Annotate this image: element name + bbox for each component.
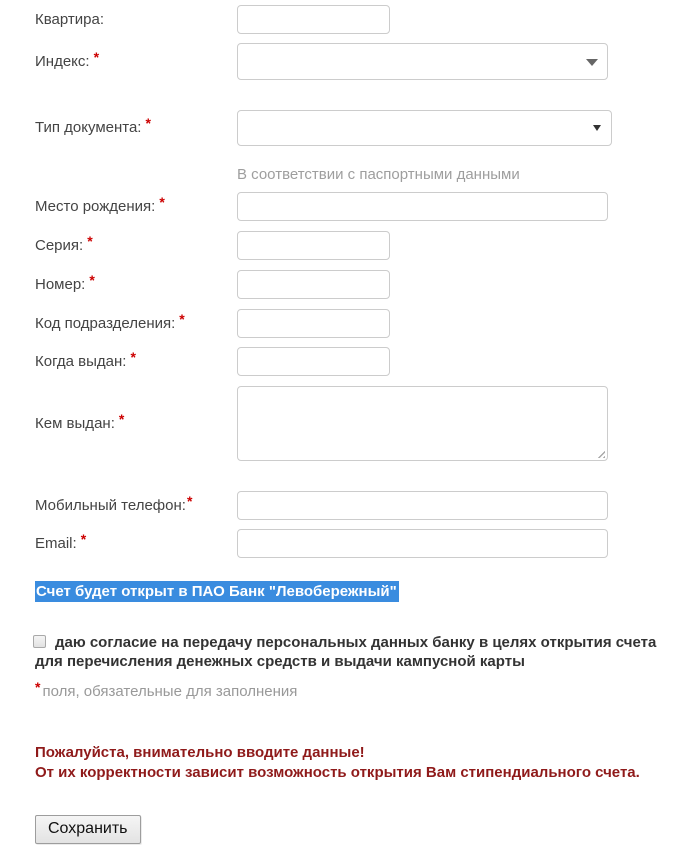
warning-line-1: Пожалуйста, внимательно вводите данные!: [35, 744, 365, 761]
required-fields-footnote: [35, 679, 700, 700]
issuer-label: Кем выдан:: [35, 414, 115, 432]
issuer-textarea[interactable]: [237, 386, 608, 461]
division-code-input[interactable]: [237, 309, 390, 338]
number-label: Номер:: [35, 275, 86, 293]
save-button[interactable]: Сохранить: [35, 815, 141, 844]
form-row-series: [35, 231, 700, 260]
series-input[interactable]: [237, 231, 390, 260]
bank-notice: Счет будет открыт в ПАО Банк "Левобережный": [36, 583, 397, 600]
email-input[interactable]: [237, 529, 608, 558]
form-row-email: [35, 529, 700, 558]
issue-date-input[interactable]: [237, 347, 390, 376]
chevron-down-icon: [593, 125, 601, 131]
form-row-apartment: [35, 5, 700, 34]
required-asterisk: *: [89, 271, 95, 288]
required-asterisk: *: [145, 115, 151, 131]
required-asterisk: *: [87, 232, 93, 249]
apartment-input[interactable]: [237, 5, 390, 34]
form-row-document-type: [35, 110, 700, 146]
postal-index-select[interactable]: [237, 43, 608, 80]
number-input[interactable]: [237, 270, 390, 299]
form-row-postal-index: [35, 43, 700, 80]
form-row-number: [35, 270, 700, 299]
form-row-issuer: [35, 386, 700, 461]
required-asterisk: *: [130, 348, 136, 365]
mobile-phone-label: Мобильный телефон:: [35, 496, 186, 514]
chevron-down-icon: [586, 59, 598, 66]
form-row-birthplace: [35, 192, 700, 221]
mobile-phone-input[interactable]: [237, 491, 608, 520]
registration-form: [0, 5, 700, 844]
form-row-mobile-phone: [35, 491, 700, 520]
footnote-text: поля, обязательные для заполнения: [42, 683, 298, 700]
birthplace-label: Место рождения:: [35, 197, 156, 215]
required-asterisk: *: [179, 310, 185, 327]
required-asterisk: *: [118, 410, 125, 427]
required-asterisk: *: [80, 530, 87, 547]
postal-index-label: Индекс:: [35, 52, 90, 70]
document-type-select[interactable]: [237, 110, 612, 146]
apartment-label: Квартира:: [35, 10, 104, 28]
warning-line-2: От их корректности зависит возможность открытия Вам стипендиального счета.: [35, 764, 640, 781]
series-label: Серия:: [35, 236, 84, 254]
document-type-label: Тип документа:: [35, 119, 142, 136]
required-asterisk: *: [186, 492, 193, 509]
passport-data-hint: В соответствии с паспортными данными: [237, 166, 520, 183]
consent-text: даю согласие на передачу персональных данных банку в целях открытия счета для перечисления денежных средств и выдачи кампусной карты: [35, 634, 657, 670]
required-asterisk: *: [93, 48, 100, 65]
consent-checkbox[interactable]: [33, 635, 46, 648]
birthplace-input[interactable]: [237, 192, 608, 221]
email-label: Email:: [35, 534, 77, 552]
division-code-label: Код подразделения:: [35, 314, 176, 332]
data-entry-warning: [35, 743, 700, 783]
required-asterisk: *: [159, 193, 165, 210]
required-asterisk: *: [35, 679, 41, 695]
form-row-division-code: [35, 309, 700, 338]
consent-label: [35, 633, 683, 671]
issue-date-label: Когда выдан:: [35, 352, 127, 370]
form-row-issue-date: [35, 347, 700, 376]
